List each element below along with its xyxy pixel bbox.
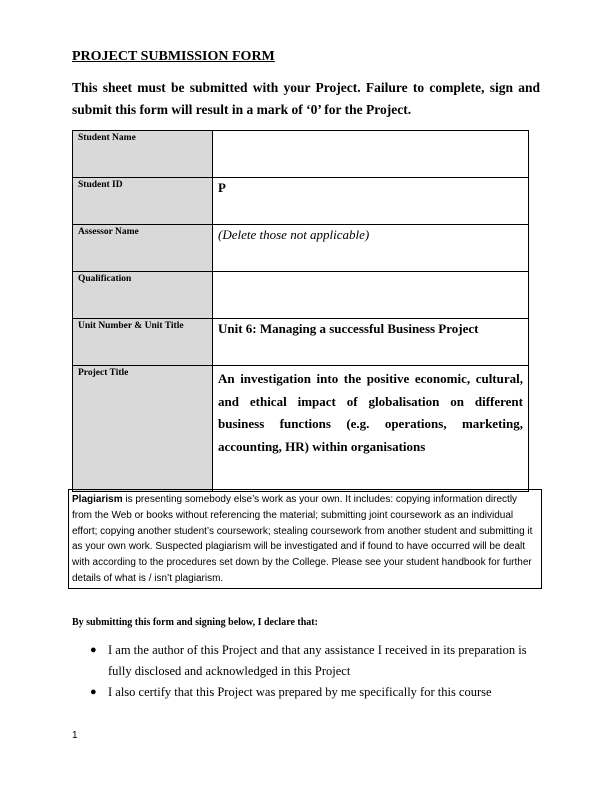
table-row — [73, 225, 529, 272]
assessor-name-field[interactable]: (Delete those not applicable) — [213, 225, 529, 272]
table-row — [73, 131, 529, 178]
table-row — [73, 272, 529, 319]
unit-title-field[interactable]: Unit 6: Managing a successful Business Project — [213, 319, 529, 366]
form-title: PROJECT SUBMISSION FORM — [72, 49, 275, 64]
page-number: 1 — [72, 730, 78, 741]
form-intro: This sheet must be submitted with your Project. Failure to complete, sign and submit this form will result in a mark of ‘0’ for the Project. — [72, 80, 540, 117]
table-row — [73, 319, 529, 366]
submission-table — [72, 130, 529, 492]
plagiarism-text: is presenting somebody else’s work as your own. It includes: copying information directly from the Web or books without referencing the material; submitting joint coursework as an individual effort; copying another student’s coursework; stealing coursework from another student and submitting it as your own work. Suspected plagiarism will be investigated and if found to have occurred will be dealt with according to the procedures set down by the College. Please see your student handbook for further details of what is / isn’t plagiarism. — [72, 494, 533, 584]
declaration-text: I also certify that this Project was prepared by me specifically for this course — [108, 685, 492, 699]
declaration-list — [72, 640, 542, 704]
student-id-label: Student ID — [73, 178, 213, 225]
bullet-icon: ● — [90, 644, 97, 656]
plagiarism-term: Plagiarism — [72, 494, 123, 505]
student-name-field[interactable] — [213, 131, 529, 178]
unit-title-label: Unit Number & Unit Title — [73, 319, 213, 366]
table-row — [73, 366, 529, 492]
list-item — [72, 640, 542, 681]
declaration-intro: By submitting this form and signing below, I declare that: — [72, 617, 318, 628]
declaration-text: I am the author of this Project and that any assistance I received in its preparation is fully disclosed and acknowledged in this Project — [108, 643, 527, 678]
qualification-label: Qualification — [73, 272, 213, 319]
student-id-field[interactable]: P — [213, 178, 529, 225]
table-row — [73, 178, 529, 225]
assessor-name-label: Assessor Name — [73, 225, 213, 272]
plagiarism-notice — [68, 489, 542, 589]
project-title-field[interactable]: An investigation into the positive economic, cultural, and ethical impact of globalisation on different business functions (e.g. operations, marketing, accounting, HR) within organisations — [213, 366, 529, 492]
project-title-label: Project Title — [73, 366, 213, 492]
qualification-field[interactable] — [213, 272, 529, 319]
bullet-icon: ● — [90, 686, 97, 698]
student-name-label: Student Name — [73, 131, 213, 178]
list-item — [72, 682, 542, 703]
